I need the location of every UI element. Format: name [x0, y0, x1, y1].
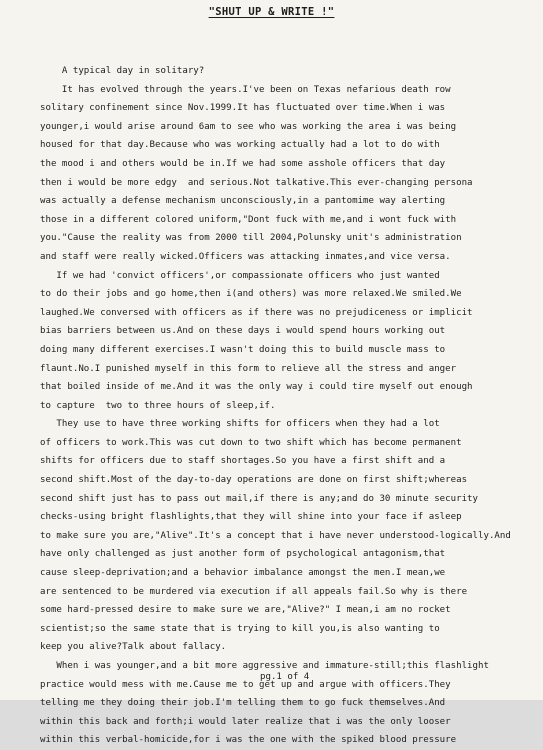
text-line: those in a different colored uniform,"Dont fuck with me,and i wont fuck with	[40, 214, 457, 225]
text-line: the mood i and others would be in.If we had some asshole officers that day	[40, 158, 446, 169]
text-line: solitary confinement since Nov.1999.It has fluctuated over time.When i was	[40, 103, 446, 114]
text-line: to capture two to three hours of sleep,if.	[40, 400, 276, 411]
text-line: laughed.We conversed with officers as if there was no prejudiceness or implicit	[40, 307, 473, 318]
text-line: If we had 'convict officers',or compassionate officers who just wanted	[40, 270, 440, 281]
text-line: scientist;so the same state that is trying to kill you,is also wanting to	[40, 623, 440, 634]
text-line: When i was younger,and a bit more aggressive and immature-still;this flashlight	[40, 661, 489, 671]
page-title-text: "SHUT UP & WRITE !"	[208, 6, 335, 18]
text-line: second shift just has to pass out mail,if there is any;and do 30 minute security	[40, 493, 478, 504]
text-line: you."Cause the reality was from 2000 till 2004,Polunsky unit's administration	[40, 233, 462, 244]
text-line: have only challenged as just another form of psychological antagonism,that	[40, 549, 446, 560]
text-line: It has evolved through the years.I've been on Texas nefarious death row	[40, 84, 451, 95]
text-line: second shift.Most of the day-to-day operations are done on first shift;whereas	[40, 475, 468, 486]
text-line: then i would be more edgy and serious.Not talkative.This ever-changing persona	[40, 177, 473, 188]
text-line: bias barriers between us.And on these days i would spend hours working out	[40, 326, 446, 337]
text-line: younger,i would arise around 6am to see who was working the area i was being	[40, 121, 457, 132]
text-line: that boiled inside of me.And it was the only way i could tire myself out enough	[40, 382, 473, 393]
text-line: keep you alive?Talk about fallacy.	[40, 642, 227, 653]
text-line: They use to have three working shifts for officers when they had a lot	[40, 419, 440, 430]
text-line: are sentenced to be murdered via execution if all appeals fail.So why is there	[40, 586, 468, 597]
page-number: pg.1 of 4	[260, 672, 310, 682]
text-line: shifts for officers due to staff shortages.So you have a first shift and a	[40, 456, 446, 467]
text-line: practice would mess with me.Cause me to get up and argue with officers.They	[40, 679, 451, 690]
text-line: within this verbal-homicide,for i was the one with the spiked blood pressure	[40, 735, 457, 746]
text-line: some hard-pressed desire to make sure we are,"Alive?" I mean,i am no rocket	[40, 605, 451, 616]
text-line: to do their jobs and go home,then i(and others) was more relaxed.We smiled.We	[40, 289, 462, 300]
text-line: housed for that day.Because who was working actually had a lot to do with	[40, 140, 440, 151]
page-title	[0, 6, 543, 18]
text-line: and staff were really wicked.Officers was attacking inmates,and vice versa.	[40, 251, 451, 262]
text-line: doing many different exercises.I wasn't doing this to build muscle mass to	[40, 344, 446, 355]
text-line: flaunt.No.I punished myself in this form to relieve all the stress and anger	[40, 363, 457, 374]
text-line: cause sleep-deprivation;and a behavior imbalance amongst the men.I mean,we	[40, 568, 446, 579]
text-line: A typical day in solitary?	[40, 66, 205, 76]
letter-body	[40, 62, 532, 750]
text-line: within this back and forth;i would later realize that i was the only looser	[40, 716, 451, 727]
text-line: to make sure you are,"Alive".It's a concept that i have never understood-logically.And	[40, 530, 511, 541]
text-line: of officers to work.This was cut down to two shift which has become permanent	[40, 437, 462, 448]
text-line: was actually a defense mechanism unconsciously,in a pantomime way alerting	[40, 196, 446, 207]
text-line: telling me they doing their job.I'm telling them to go fuck themselves.And	[40, 698, 446, 709]
text-line: checks-using bright flashlights,that they will shine into your face if asleep	[40, 512, 462, 523]
